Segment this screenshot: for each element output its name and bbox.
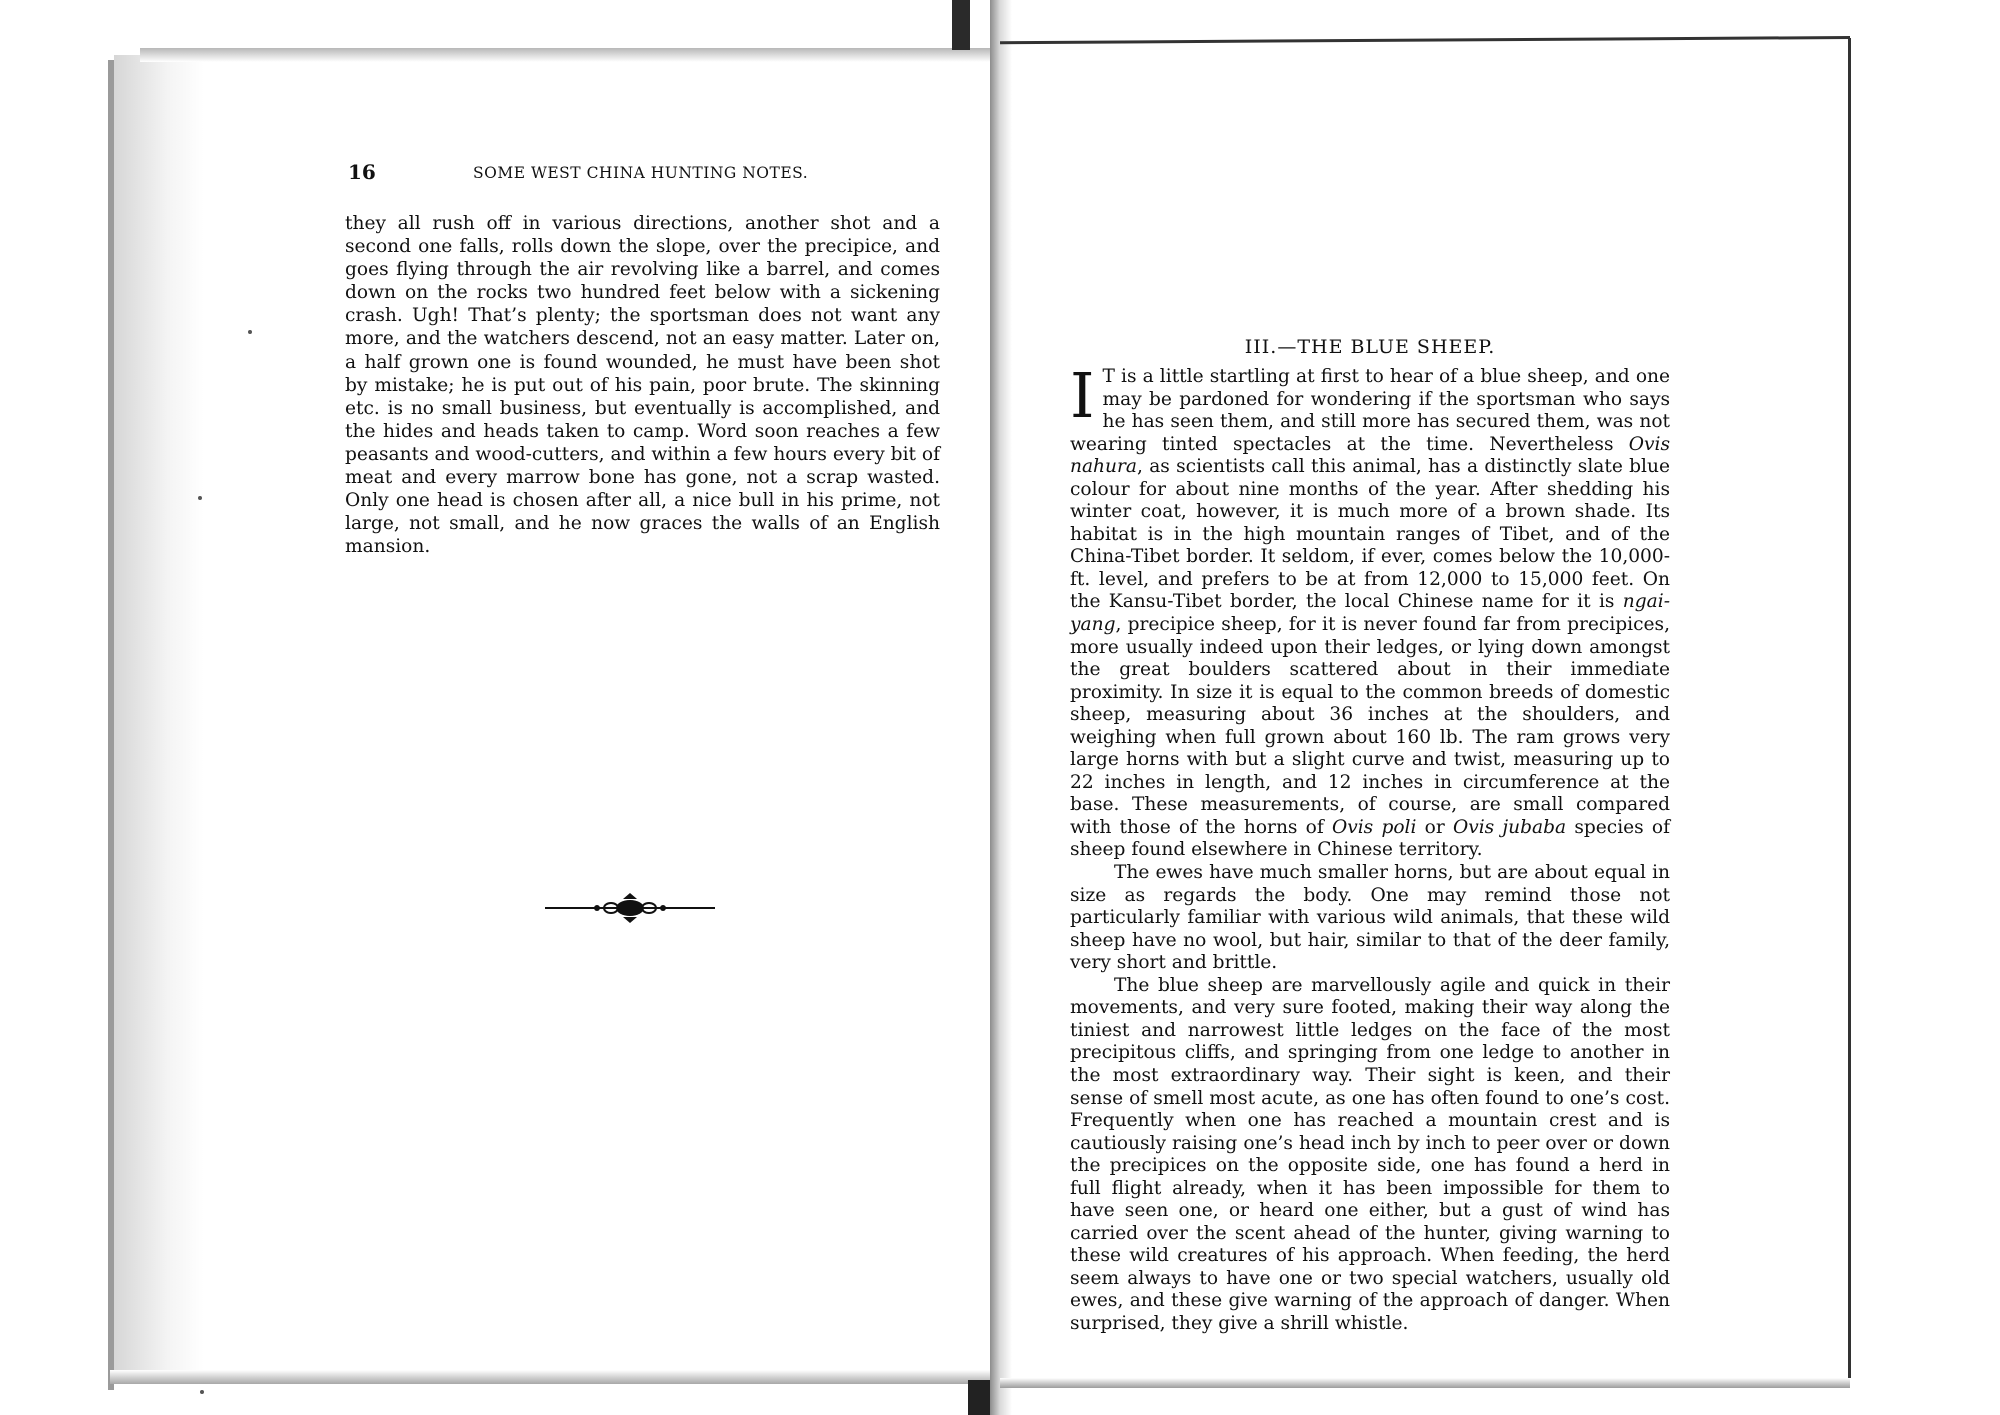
italic-species-name: Ovis poli	[1331, 816, 1417, 838]
right-page-top-edge	[1000, 36, 1850, 44]
right-page-edge	[1848, 38, 1851, 1378]
left-page-paragraph: they all rush off in various directions, another shot and a second one falls, rolls down the slope, over the precipice, and goes flying through the air revolving like a barrel, and comes down on the rocks two hundred feet below with a sickening crash. Ugh! That’s plenty; the sportsman does not want any more, and the watchers descend, not an easy matter. Later on, a half grown one is found wounded, he must have been shot by mistake; he is put out of his pain, poor brute. The skinning etc. is no small business, but eventually is accomplished, and the hides and heads taken to camp. Word soon reaches a few peasants and wood-cutters, and within a few hours every bit of meat and every marrow bone has gone, not a scrap wasted. Only one head is chosen after all, a nice bull in his prime, not large, not small, and he now graces the walls of an English mansion.	[345, 213, 940, 558]
text-run: or	[1416, 816, 1453, 838]
left-page-body	[345, 212, 940, 558]
text-run: T is a little startling at first to hear of a blue sheep, and one may be pardoned for wondering if the sportsman who says he has seen them, and still more has secured them, was not wearing tinted spectacles at the time. Nevertheless	[1070, 366, 1670, 455]
italic-species-name: Ovis jubaba	[1452, 816, 1567, 838]
right-page-paragraph-3: The blue sheep are marvellously agile and quick in their movements, and very sure footed, making their way along the tiniest and narrowest little ledges on the face of the most precipitous cliffs, and springing from one ledge to another in the most extraordinary way. Their sight is keen, and their sense of smell most acute, as one has often found to one’s cost. Frequently when one has reached a mountain crest and is cautiously raising one’s head inch by inch to peer over or down the precipices on the opposite side, one has found a herd in full flight already, when it has been impossible for them to have seen one, or heard one either, but a gust of wind has carried over the scent ahead of the hunter, giving warning to these wild creatures of his approach. When feeding, the herd seem always to have one or two special watchers, usually old ewes, and these give warning of the approach of danger. When surprised, they give a shrill whistle.	[1070, 974, 1670, 1334]
running-title: SOME WEST CHINA HUNTING NOTES.	[473, 164, 809, 182]
gutter-top-shadow	[952, 0, 970, 50]
right-page-paragraph-2: The ewes have much smaller horns, but are about equal in size as regards the body. One may remind those not particularly familiar with various wild animals, that these wild sheep have no wool, but hair, similar to that of the deer family, very short and brittle.	[1070, 862, 1670, 974]
book-gutter	[990, 0, 1012, 1415]
left-page-top-edge	[140, 48, 1000, 62]
right-page-bottom-edge	[1000, 1378, 1850, 1388]
print-speck	[248, 330, 252, 334]
chapter-title: III.—THE BLUE SHEEP.	[1244, 336, 1496, 358]
italic-local-name: ngai-yang	[1070, 591, 1670, 636]
left-page-edge	[108, 60, 114, 1390]
italic-species-name: Ovis nahura	[1070, 433, 1670, 478]
print-speck	[198, 496, 202, 500]
page-number: 16	[348, 160, 376, 184]
drop-cap: I	[1070, 359, 1095, 432]
left-page-bottom-edge	[110, 1370, 990, 1384]
left-page-edge-shadow	[114, 55, 204, 1375]
text-run: , precipice sheep, for it is never found far from precipices, more usually indeed upon their ledges, or lying down amongst the great boulders scattered about in their immediate proximity. In size it is equal to the common breeds of domestic sheep, measuring about 36 inches at the shoulders, and weighing when full grown about 160 lb. The ram grows very large horns with but a slight curve and twist, measuring up to 22 inches in length, and 12 inches in circumference at the base. These measurements, of course, are small compared with those of the horns of	[1070, 614, 1670, 838]
right-page-body	[1070, 359, 1670, 1336]
gutter-bottom-shadow	[968, 1380, 990, 1415]
print-speck	[200, 1390, 204, 1394]
text-run: species of sheep found elsewhere in Chinese territory.	[1070, 816, 1670, 861]
text-run: , as scientists call this animal, has a distinctly slate blue colour for about nine months of the year. After shedding his winter coat, however, it is much more of a brown shade. Its habitat is in the high mountain ranges of Tibet, and of the China-Tibet border. It seldom, if ever, comes below the 10,000-ft. level, and prefers to be at from 12,000 to 15,000 feet. On the Kansu-Tibet border, the local Chinese name for it is	[1070, 456, 1670, 613]
running-head	[348, 160, 948, 184]
decorative-ornament-icon	[545, 893, 715, 923]
right-page-paragraph-1	[1070, 359, 1670, 862]
